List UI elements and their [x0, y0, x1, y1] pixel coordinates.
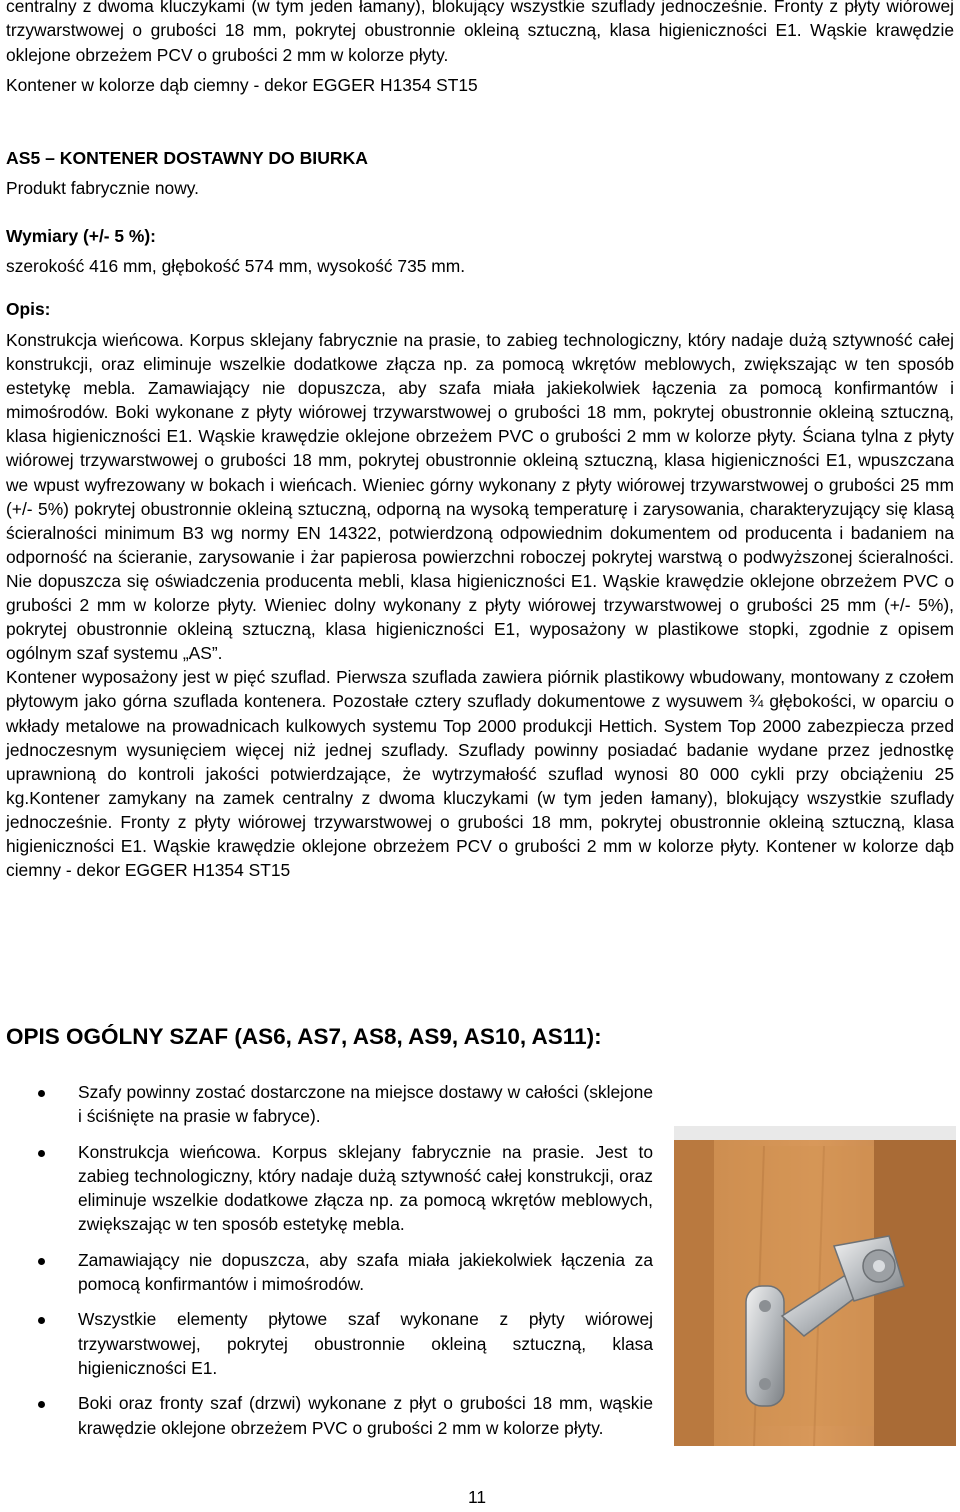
bullet-icon	[38, 1150, 45, 1157]
opis-body	[6, 328, 954, 882]
general-bullet-list	[0, 1080, 660, 1451]
list-item: Wszystkie elementy płytowe szaf wykonane z płyty wiórowej trzywarstwowej, pokrytej obustronnie okleiną sztuczną, klasa higieniczności E1.	[0, 1307, 653, 1380]
hinge-photo	[674, 1126, 956, 1446]
intro-paragraph: centralny z dwoma kluczykami (w tym jeden łamany), blokujący wszystkie szuflady jednocześnie. Fronty z płyty wiórowej trzywarstwowej o grubości 18 mm, pokrytej obustronnie okleiną sztuczną, klasa higieniczności E1. Wąskie krawędzie oklejone obrzeżem PCV o grubości 2 mm w kolorze płyty.	[6, 0, 954, 65]
general-section-title: OPIS OGÓLNY SZAF (AS6, AS7, AS8, AS9, AS10, AS11):	[6, 1024, 602, 1049]
bullet-icon	[38, 1401, 45, 1408]
list-item: Boki oraz fronty szaf (drzwi) wykonane z płyt o grubości 18 mm, wąskie krawędzie oklejone obrzeżem PVC o grubości 2 mm w kolorze płyty.	[0, 1391, 653, 1440]
dimensions-value: szerokość 416 mm, głębokość 574 mm, wysokość 735 mm.	[6, 256, 466, 276]
cabinet-hinge-illustration	[674, 1126, 956, 1446]
opis-label: Opis:	[6, 299, 51, 319]
as5-title: AS5 – KONTENER DOSTAWNY DO BIURKA	[6, 148, 369, 168]
list-item: Szafy powinny zostać dostarczone na miejsce dostawy w całości (sklejone i ściśnięte na prasie w fabryce).	[0, 1080, 653, 1129]
as5-subtitle: Produkt fabrycznie nowy.	[6, 178, 199, 198]
dimensions-label: Wymiary (+/- 5 %):	[6, 226, 156, 246]
opis-paragraph-2: Kontener wyposażony jest w pięć szuflad. Pierwsza szuflada zawiera piórnik plastikowy wbudowany, montowany z czołem płytowym jako górna szuflada kontenera. Pozostałe cztery szuflady dokumentowe z wysuwem ¾ głębokości, w oparciu o wkłady metalowe na prowadnicach kulkowych systemu Top 2000 produkcji Hettich. System Top 2000 zabezpiecza przed jednoczesnym wysunięciem więcej niż jednej szuflady. Szuflady powinny posiadać badanie wydane przez jednostkę uprawnioną do kontroli jakości potwierdzające, że wytrzymałość szuflad wynosi 80 000 cykli przy obciążeniu 25 kg.Kontener zamykany na zamek centralny z dwoma kluczykami (w tym jeden łamany), blokujący wszystkie szuflady jednocześnie. Fronty z płyty wiórowej trzywarstwowej o grubości 18 mm, pokrytej obustronnie okleiną sztuczną, klasa higieniczności E1. Wąskie krawędzie oklejone obrzeżem PCV o grubości 2 mm w kolorze płyty. Kontener w kolorze dąb ciemny - dekor EGGER H1354 ST15	[6, 667, 954, 881]
bullet-icon	[38, 1317, 45, 1324]
opis-paragraph-1: Konstrukcja wieńcowa. Korpus sklejany fabrycznie na prasie, to zabieg technologiczny, który nadaje dużą sztywność całej konstrukcji, oraz eliminuje wszelkie dodatkowe złącza np. za pomocą wkrętów meblowych, zwiększając w ten sposób estetykę mebla. Zamawiający nie dopuszcza, aby szafa miała jakiekolwiek łączenia za pomocą konfirmantów i mimośrodów. Boki wykonane z płyty wiórowej trzywarstwowej o grubości 18 mm, pokrytej obustronnie okleiną sztuczną, klasa higieniczności E1. Wąskie krawędzie oklejone obrzeżem PVC o grubości 2 mm w kolorze płyty. Ściana tylna z płyty wiórowej trzywarstwowej o grubości 18 mm, pokrytej obustronnie okleiną sztuczną, klasa higieniczności E1, wpuszczana we wpust wyfrezowany w bokach i wieńcach. Wieniec górny wykonany z płyty wiórowej trzywarstwowej o grubości 25 mm (+/- 5%) pokrytej obustronnie okleiną sztuczną, odporną na wysoką temperaturę i zarysowania, charakteryzujący się klasą ścieralności minimum B3 wg normy EN 14322, potwierdzoną odpowiednim dokumentem od producenta i badaniem na odporność na ścieranie, zarysowanie i żar papierosa powierzchni roboczej pokrytej warstwą o podwyższonej ścieralności. Nie dopuszcza się oświadczenia producenta mebli, klasa higieniczności E1. Wąskie krawędzie oklejone obrzeżem PVC o grubości 2 mm w kolorze płyty. Wieniec dolny wykonany z płyty wiórowej trzywarstwowej o grubości 25 mm (+/- 5%), pokrytej obustronnie okleiną sztuczną, klasa higieniczności E1, wyposażony w plastikowe stopki, zgodnie z opisem ogólnym szaf systemu „AS”.	[6, 330, 954, 664]
page-number: 11	[468, 1487, 487, 1507]
bullet-icon	[38, 1258, 45, 1265]
bullet-icon	[38, 1090, 45, 1097]
list-item: Konstrukcja wieńcowa. Korpus sklejany fabrycznie na prasie. Jest to zabieg technologiczny, który nadaje dużą sztywność całej konstrukcji, oraz eliminuje wszelkie dodatkowe złącza np. za pomocą wkrętów meblowych, zwiększając w ten sposób estetykę mebla.	[0, 1140, 653, 1237]
intro-color-line: Kontener w kolorze dąb ciemny - dekor EGGER H1354 ST15	[6, 75, 478, 95]
list-item: Zamawiający nie dopuszcza, aby szafa miała jakiekolwiek łączenia za pomocą konfirmantów i mimośrodów.	[0, 1248, 653, 1297]
